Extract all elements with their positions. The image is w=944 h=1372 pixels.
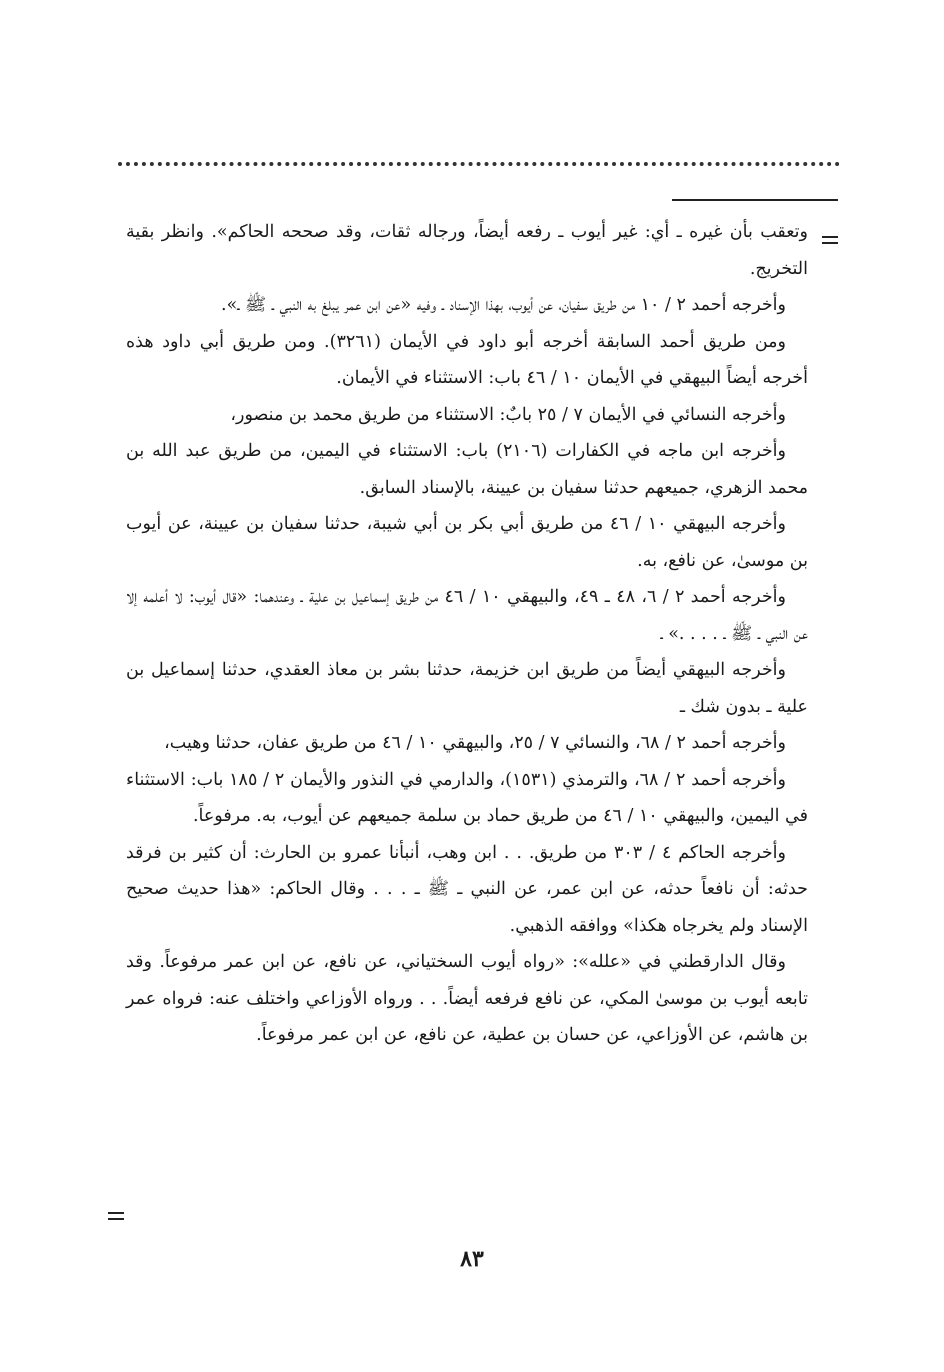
footnote-paragraph: وأخرجه ابن ماجه في الكفارات (٢١٠٦) باب: الاستثناء في اليمين، من طريق عبد الله بن محمد الزهري، جميعهم حدثنا سفيان بن عيينة، بالإسناد السابق.	[126, 441, 808, 498]
continuation-mark-bottom	[108, 1212, 124, 1220]
footnote-paragraph: وقال الدارقطني في «علله»: «رواه أيوب السختياني، عن نافع، عن ابن عمر مرفوعاً. وقد تابعه أيوب بن موسىٰ المكي، عن نافع فرفعه أيضاً. . . ورواه الأوزاعي واختلف عنه: فرواه عمر بن هاشم، عن الأوزاعي، عن حسان بن عطية، عن نافع، عن ابن عمر مرفوعاً.	[126, 952, 808, 1045]
footnote-paragraph: وأخرجه البيهقي أيضاً من طريق ابن خزيمة، حدثنا بشر بن معاذ العقدي، حدثنا إسماعيل بن علية ـ بدون شك ـ	[126, 660, 808, 717]
footnote-paragraph: وأخرجه أحمد ٢ / ٦، ٤٨ ـ ٤٩، والبيهقي ١٠ / ٤٦ من طريق إسماعيل بن علية ـ وعندهما: «قال أيوب: لا أعلمه إلا عن النبي ـ ﷺ ـ . . . .» ـ	[126, 587, 808, 644]
dotted-separator	[118, 162, 840, 166]
footnote-paragraph: ومن طريق أحمد السابقة أخرجه أبو داود في الأيمان (٣٢٦١). ومن طريق أبي داود هذه أخرجه أيضاً البيهقي في الأيمان ١٠ / ٤٦ باب: الاستثناء في الأيمان.	[126, 331, 808, 388]
footnotes-text	[126, 214, 808, 1054]
page-number: ٨٣	[460, 1246, 484, 1272]
footnote-paragraph: وأخرجه أحمد ٢ / ١٠ من طريق سفيان، عن أيوب، بهذا الإسناد ـ وفيه «عن ابن عمر يبلغ به النبي ـ ﷺ ـ».	[221, 295, 786, 315]
footnote-rule	[672, 199, 838, 201]
footnote-paragraph: وتعقب بأن غيره ـ أي: غير أيوب ـ رفعه أيضاً، ورجاله ثقات، وقد صححه الحاكم». وانظر بقية التخريج.	[126, 222, 808, 279]
footnote-paragraph: وأخرجه البيهقي ١٠ / ٤٦ من طريق أبي بكر بن أبي شيبة، حدثنا سفيان بن عيينة، عن أيوب بن موسىٰ، عن نافع، به.	[126, 514, 808, 571]
footnote-paragraph: وأخرجه أحمد ٢ / ٦٨، والنسائي ٧ / ٢٥، والبيهقي ١٠ / ٤٦ من طريق عفان، حدثنا وهيب،	[164, 733, 786, 753]
continuation-mark-top	[822, 236, 838, 244]
footnote-paragraph: وأخرجه الحاكم ٤ / ٣٠٣ من طريق. . . ابن وهب، أنبأنا عمرو بن الحارث: أن كثير بن فرقد حدثه: أن نافعاً حدثه، عن ابن عمر، عن النبي ـ ﷺ ـ . . . وقال الحاكم: «هذا حديث صحيح الإسناد ولم يخرجاه هكذا» ووافقه الذهبي.	[126, 842, 808, 936]
footnote-paragraph: وأخرجه أحمد ٢ / ٦٨، والترمذي (١٥٣١)، والدارمي في النذور والأيمان ٢ / ١٨٥ باب: الاستثناء في اليمين، والبيهقي ١٠ / ٤٦ من طريق حماد بن سلمة جميعهم عن أيوب، به. مرفوعاً.	[126, 769, 808, 826]
footnote-paragraph: وأخرجه النسائي في الأيمان ٧ / ٢٥ بابٌ: الاستثناء من طريق محمد بن منصور،	[230, 404, 786, 425]
